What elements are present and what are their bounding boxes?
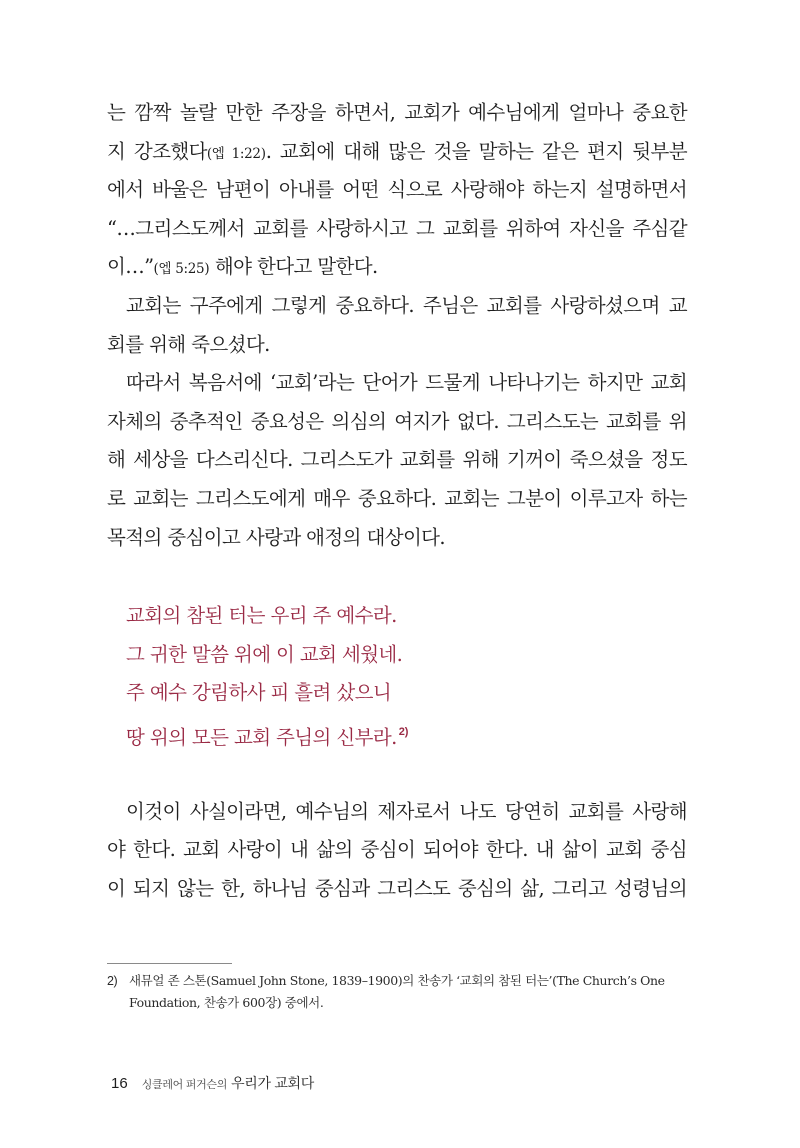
hymn-quote [107,597,687,751]
hymn-line [126,713,687,752]
text-segment: 해야 한다고 말한다. [209,255,378,279]
running-footer [111,1073,314,1093]
paragraph-4 [107,793,687,909]
text-line: 야 한다. 교회 사랑이 내 삶의 중심이 되어야 한다. 내 삶이 교회 중심 [107,838,687,862]
text-line: 따라서 복음서에 ‘교회’라는 단어가 드물게 나타나기는 하지만 교회 [126,371,687,395]
footnote-line: 새뮤얼 존 스톤(Samuel John Stone, 1839–1900)의 찬송가 ‘교회의 참된 터는’(The Church’s One [129,973,665,988]
text-line: 목적의 중심이고 사랑과 애정의 대상이다. [107,525,446,549]
text-segment: 이…” [107,255,154,279]
book-author: 싱클레어 퍼거슨의 [141,1079,228,1091]
text-line: 에서 바울은 남편이 아내를 어떤 식으로 사랑해야 하는지 설명하면서 [107,178,687,202]
text-line: 로 교회는 그리스도에게 매우 중요하다. 교회는 그분이 이루고자 하는 [107,486,687,510]
scripture-reference: (엡 1:22) [206,145,266,162]
text-line: 이것이 사실이라면, 예수님의 제자로서 나도 당연히 교회를 사랑해 [126,799,687,823]
footnote-line: Foundation, 찬송가 600장) 중에서. [129,995,324,1010]
footnote-divider [107,963,232,964]
book-title: 우리가 교회다 [231,1075,314,1091]
text-line: 교회는 구주에게 그렇게 중요하다. 주님은 교회를 사랑하셨으며 교 [126,293,687,317]
text-line: 자체의 중추적인 중요성은 의심의 여지가 없다. 그리스도는 교회를 위 [107,409,687,433]
text-line: 해 세상을 다스리신다. 그리스도가 교회를 위해 기꺼이 죽으셨을 정도 [107,448,687,472]
footnote-marker[interactable]: 2) [398,725,409,738]
text-line: 회를 위해 죽으셨다. [107,332,270,356]
text-line: “…그리스도께서 교회를 사랑하시고 그 교회를 위하여 자신을 주심같 [107,216,687,240]
text-line: 이 되지 않는 한, 하나님 중심과 그리스도 중심의 삶, 그리고 성령님의 [107,876,687,900]
scripture-reference: (엡 5:25) [153,261,210,278]
footnote-text [129,970,687,1014]
hymn-line-text: 땅 위의 모든 교회 주님의 신부라. [126,725,397,749]
spacer [107,557,687,597]
text-line [107,248,687,287]
footnote [107,970,687,1014]
hymn-line: 주 예수 강림하사 피 흘려 샀으니 [126,681,392,705]
text-line: 는 깜짝 놀랄 만한 주장을 하면서, 교회가 예수님에게 얼마나 중요한 [107,101,687,124]
page-body [107,94,687,908]
text-segment: . 교회에 대해 많은 것을 말하는 같은 편지 뒷부분 [265,139,687,163]
hymn-line: 그 귀한 말씀 위에 이 교회 세웠네. [126,642,403,666]
spacer [107,752,687,793]
hymn-line: 교회의 참된 터는 우리 주 예수라. [126,604,397,628]
paragraph-3 [107,364,687,557]
text-line [107,133,687,172]
footnote-number: 2) [107,974,118,988]
paragraph-1 [107,94,687,287]
paragraph-2 [107,287,687,364]
page-number: 16 [111,1075,128,1092]
text-segment: 지 강조했다 [107,139,207,163]
